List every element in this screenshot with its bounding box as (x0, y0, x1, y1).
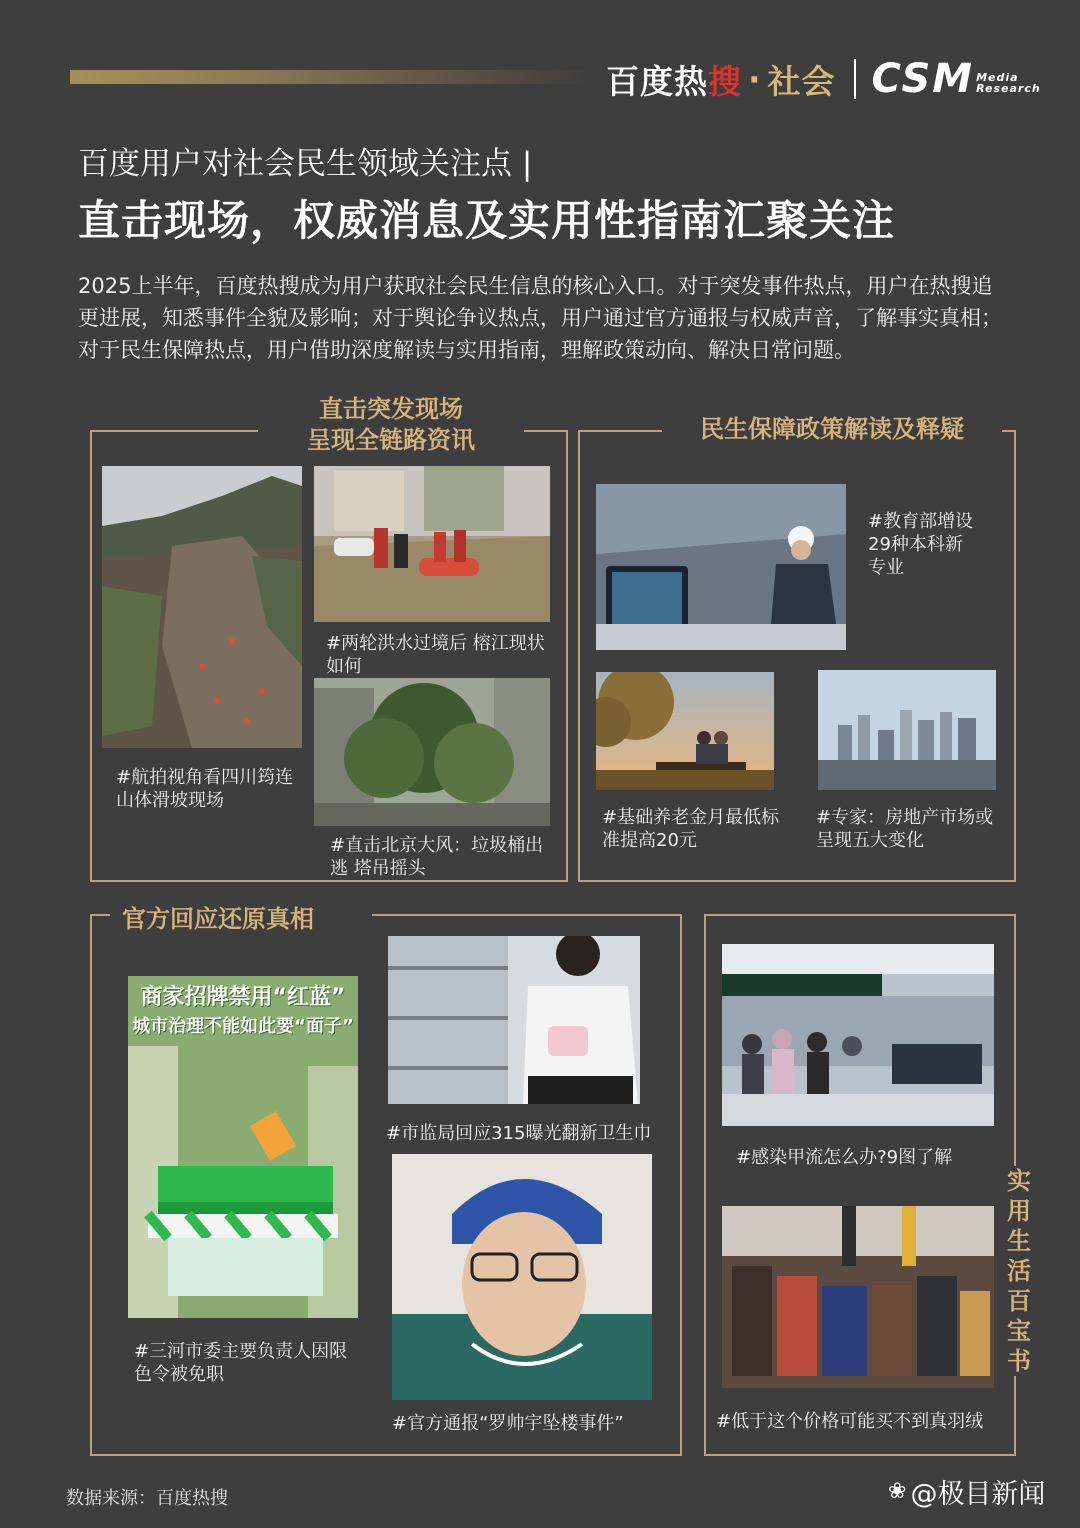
page-subtitle: 百度用户对社会民生领域关注点 | (78, 146, 533, 182)
caption-real-estate: #专家：房地产市场或呈现五大变化 (816, 807, 994, 851)
watermark (888, 1472, 1045, 1511)
real-estate-city-photo (818, 670, 996, 790)
doctor-portrait-photo (392, 1154, 652, 1400)
poster-headline: 商家招牌禁用“红蓝” (140, 985, 346, 1010)
header-gradient-bar (70, 70, 590, 84)
landslide-aerial-photo (102, 466, 302, 748)
poster-subheadline: 城市治理不能如此要“面子” (132, 1016, 354, 1037)
data-source-note: 数据来源：百度热搜 (66, 1488, 228, 1509)
caption-pension: #基础养老金月最低标准提高20元 (602, 807, 780, 851)
csm-media-research: Media Research (976, 71, 1041, 95)
official-section-title: 官方回应还原真相 (110, 904, 372, 935)
brand-society-text: 社会 (767, 61, 836, 101)
caption-flood: #两轮洪水过境后 榕江现状如何 (326, 633, 545, 677)
caption-education: #教育部增设29种本科新专业 (868, 511, 974, 578)
caption-beijing-wind: #直击北京大风：垃圾桶出逃 塔吊摇头 (330, 835, 544, 879)
hospital-waiting-photo (722, 944, 994, 1126)
brand-baidu-text: 百度热 (606, 61, 708, 101)
caption-luo: #官方通报“罗帅宇坠楼事件” (392, 1413, 624, 1434)
policy-section-title: 民生保障政策解读及释疑 (662, 414, 1002, 445)
brand-dot: · (748, 59, 762, 99)
emergency-section-title: 直击突发现场 呈现全链路资讯 (258, 394, 524, 456)
pension-sunset-photo (596, 672, 774, 790)
education-lab-photo (596, 484, 846, 650)
brand-sou-text: 搜 (708, 61, 742, 101)
caption-sanhe: #三河市委主要负责人因限色令被免职 (134, 1341, 348, 1385)
caption-landslide: #航拍视角看四川筠连山体滑坡现场 (116, 767, 294, 811)
caption-down-jacket: #低于这个价格可能买不到真羽绒 (716, 1411, 984, 1432)
brand-separator (854, 59, 856, 99)
flood-rescue-photo (314, 466, 550, 622)
caption-315: #市监局回应315曝光翻新卫生巾 (386, 1123, 652, 1144)
signboard-poster-image (128, 976, 358, 1318)
page-title: 直击现场，权威消息及实用性指南汇聚关注 (78, 196, 896, 245)
watermark-text: @极目新闻 (910, 1479, 1046, 1510)
brand-logo (606, 56, 1041, 102)
intro-paragraph: 2025上半年，百度热搜成为用户获取社会民生信息的核心入口。对于突发事件热点，用户在热搜追更进展，知悉事件全貌及影响；对于舆论争议热点，用户通过官方通报与权威声音，了解事实真相；对于民生保障热点，用户借助深度解读与实用指南，理解政策动向、解决日常问题。 (78, 274, 1002, 362)
down-jacket-store-photo (722, 1206, 994, 1388)
paw-icon: ❀ (888, 1479, 907, 1504)
sanitary-pad-photo (388, 936, 640, 1104)
guide-vertical-title: 实 用 生 活 百 宝 书 (1004, 1166, 1034, 1376)
beijing-wind-photo (314, 678, 550, 826)
csm-logo-text: CSM (871, 56, 975, 102)
caption-flu: #感染甲流怎么办?9图了解 (736, 1147, 953, 1168)
